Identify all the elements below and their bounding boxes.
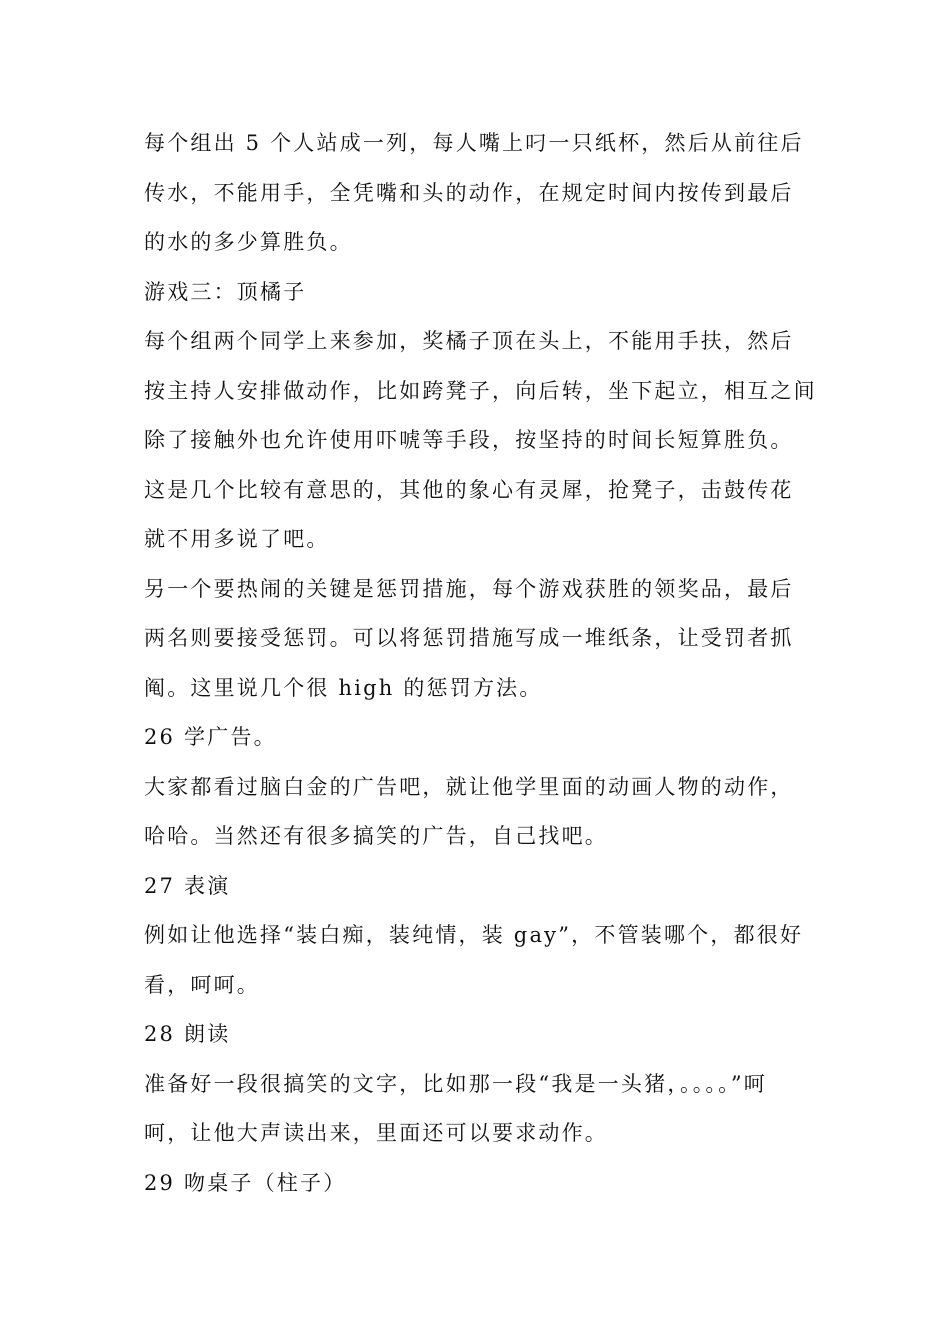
text-line: 传水，不能用手，全凭嘴和头的动作，在规定时间内按传到最后 [144, 180, 794, 205]
paragraph-item-27 [144, 911, 816, 1010]
text-line: 看，呵呵。 [144, 972, 260, 997]
text-line: 这是几个比较有意思的，其他的象心有灵犀，抢凳子，击鼓传花 [144, 477, 794, 502]
text-line: 准备好一段很搞笑的文字，比如那一段“我是一头猪，。。。。”呵 [144, 1071, 767, 1096]
heading-item-26 [144, 713, 816, 763]
text-line: 另一个要热闹的关键是惩罚措施，每个游戏获胜的领奖品，最后 [144, 576, 794, 601]
text-line: 除了接触外也允许使用吓唬等手段，按坚持的时间长短算胜负。 [144, 428, 794, 452]
text-line: 每个组两个同学上来参加，奖橘子顶在头上，不能用手扶，然后 [144, 329, 794, 353]
text-line: 例如让他选择“装白痴，装纯情，装 gay”，不管装哪个，都很好 [144, 923, 804, 947]
paragraph-pass-water-rules [144, 119, 816, 268]
text-line: 按主持人安排做动作，比如跨凳子，向后转，坐下起立，相互之间 [144, 378, 817, 403]
body-text [144, 119, 816, 1208]
text-line: 阄。这里说几个很 high 的惩罚方法。 [144, 675, 543, 700]
paragraph-item-26 [144, 763, 816, 862]
paragraph-punishment-intro [144, 565, 816, 714]
text-line: 的水的多少算胜负。 [144, 230, 353, 254]
paragraph-orange-rules [144, 317, 816, 466]
text-line: 就不用多说了吧。 [144, 527, 330, 551]
text-line: 大家都看过脑白金的广告吧，就让他学里面的动画人物的动作， [144, 774, 794, 799]
text-line: 哈哈。当然还有很多搞笑的广告，自己找吧。 [144, 824, 608, 848]
heading-game-three [144, 268, 816, 318]
paragraph-item-28 [144, 1060, 816, 1159]
heading-item-28 [144, 1010, 816, 1060]
heading-item-27 [144, 862, 816, 912]
text-line: 26 学广告。 [144, 725, 277, 749]
paragraph-other-games [144, 466, 816, 565]
text-line: 两名则要接受惩罚。可以将惩罚措施写成一堆纸条，让受罚者抓 [144, 626, 794, 650]
text-line: 游戏三：顶橘子 [144, 279, 307, 304]
text-line: 29 吻桌子（柱子） [144, 1170, 347, 1195]
heading-item-29 [144, 1159, 816, 1209]
text-line: 27 表演 [144, 873, 231, 898]
text-line: 每个组出 5 个人站成一列，每人嘴上叼一只纸杯，然后从前往后 [144, 131, 804, 155]
text-line: 呵，让他大声读出来，里面还可以要求动作。 [144, 1121, 608, 1145]
text-line: 28 朗读 [144, 1022, 231, 1046]
